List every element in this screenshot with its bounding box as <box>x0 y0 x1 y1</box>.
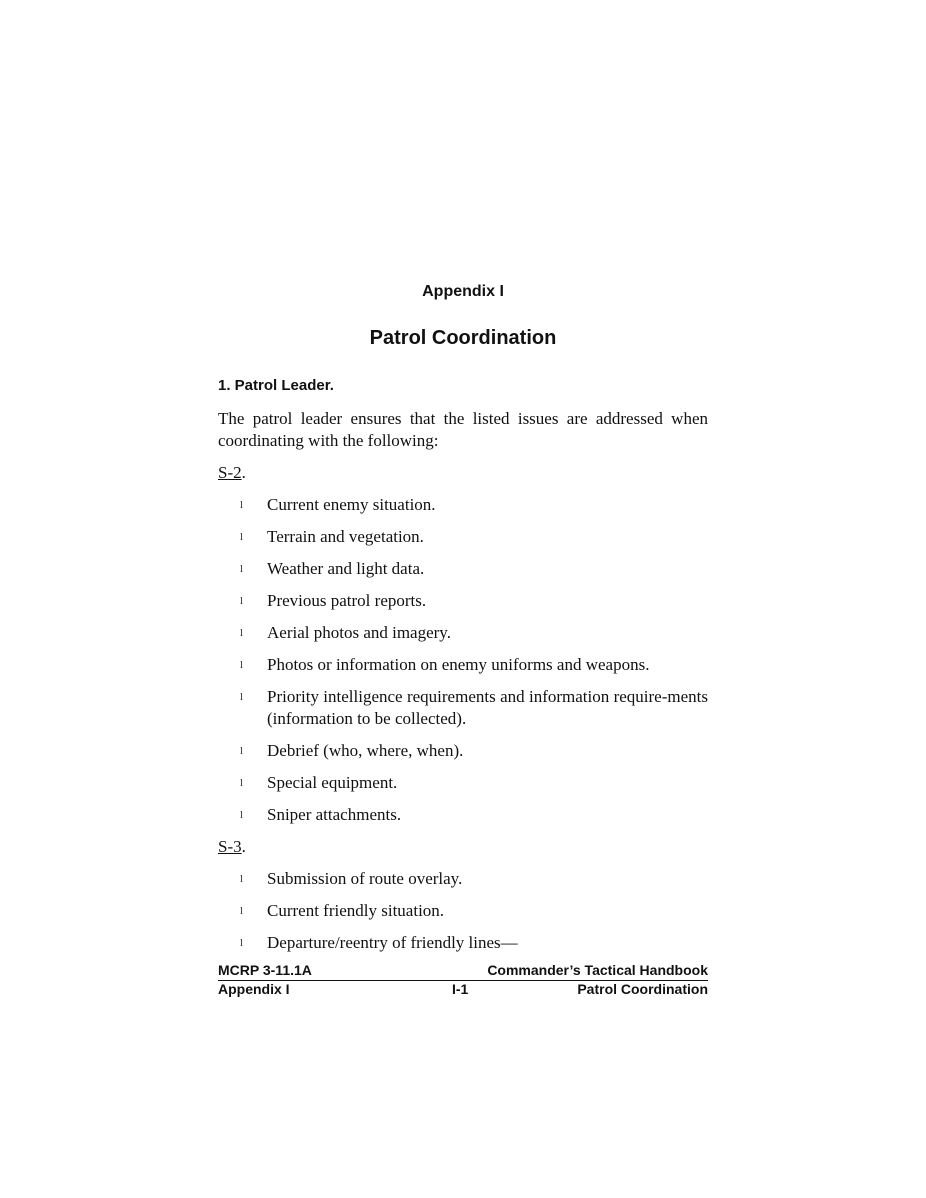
bullet-icon: l <box>240 563 244 575</box>
footer-doc-id: MCRP 3-11.1A <box>218 962 312 978</box>
section-heading: 1. Patrol Leader. <box>218 377 334 394</box>
bullet-icon: l <box>240 745 244 757</box>
appendix-label: Appendix I <box>422 283 504 300</box>
content-body <box>218 376 708 964</box>
bullet-icon: l <box>240 873 244 885</box>
list-item: l Special equipment. <box>240 773 398 792</box>
s3-bullet-list <box>218 868 708 954</box>
bullet-icon: l <box>240 627 244 639</box>
list-item: l Previous patrol reports. <box>240 591 427 610</box>
footer-bottom-row <box>218 981 708 999</box>
intro-paragraph: The patrol leader ensures that the listed issues are addressed when coordinating with the following: <box>218 409 708 450</box>
list-item: l Aerial photos and imagery. <box>240 623 451 642</box>
subsection-s3-label: S-3 <box>218 837 242 856</box>
list-item: l Sniper attachments. <box>240 805 402 824</box>
bullet-icon: l <box>240 691 244 703</box>
subsection-s2-label: S-2 <box>218 463 242 482</box>
list-item: l Current enemy situation. <box>240 495 436 514</box>
list-item: l Debrief (who, where, when). <box>240 741 464 760</box>
s2-bullet-list <box>218 494 708 826</box>
list-item: l Current friendly situation. <box>240 901 445 920</box>
list-item: l Departure/reentry of friendly lines— <box>240 933 518 952</box>
bullet-icon: l <box>240 809 244 821</box>
footer-doc-title: Commander’s Tactical Handbook <box>487 962 708 978</box>
bullet-icon: l <box>240 777 244 789</box>
footer-appendix: Appendix I <box>218 981 290 997</box>
subsection-s2-heading: S-2. <box>218 463 246 482</box>
bullet-icon: l <box>240 531 244 543</box>
bullet-icon: l <box>240 905 244 917</box>
subsection-s3-heading: S-3. <box>218 837 246 856</box>
list-item: l Terrain and vegetation. <box>240 527 424 546</box>
bullet-icon: l <box>240 499 244 511</box>
footer-section-title: Patrol Coordination <box>577 981 708 997</box>
bullet-icon: l <box>240 937 244 949</box>
footer-page-number: I-1 <box>452 981 469 997</box>
list-item: l Photos or information on enemy uniforms and weapons. <box>240 655 650 674</box>
bullet-icon: l <box>240 659 244 671</box>
page-footer <box>218 962 708 999</box>
footer-top-row <box>218 962 708 980</box>
list-item: l Weather and light data. <box>240 559 425 578</box>
bullet-icon: l <box>240 595 244 607</box>
list-item: l Priority intelligence requirements and information require-ments (information to be collected). <box>240 687 708 728</box>
list-item: l Submission of route overlay. <box>240 869 463 888</box>
page-title: Patrol Coordination <box>369 327 557 349</box>
